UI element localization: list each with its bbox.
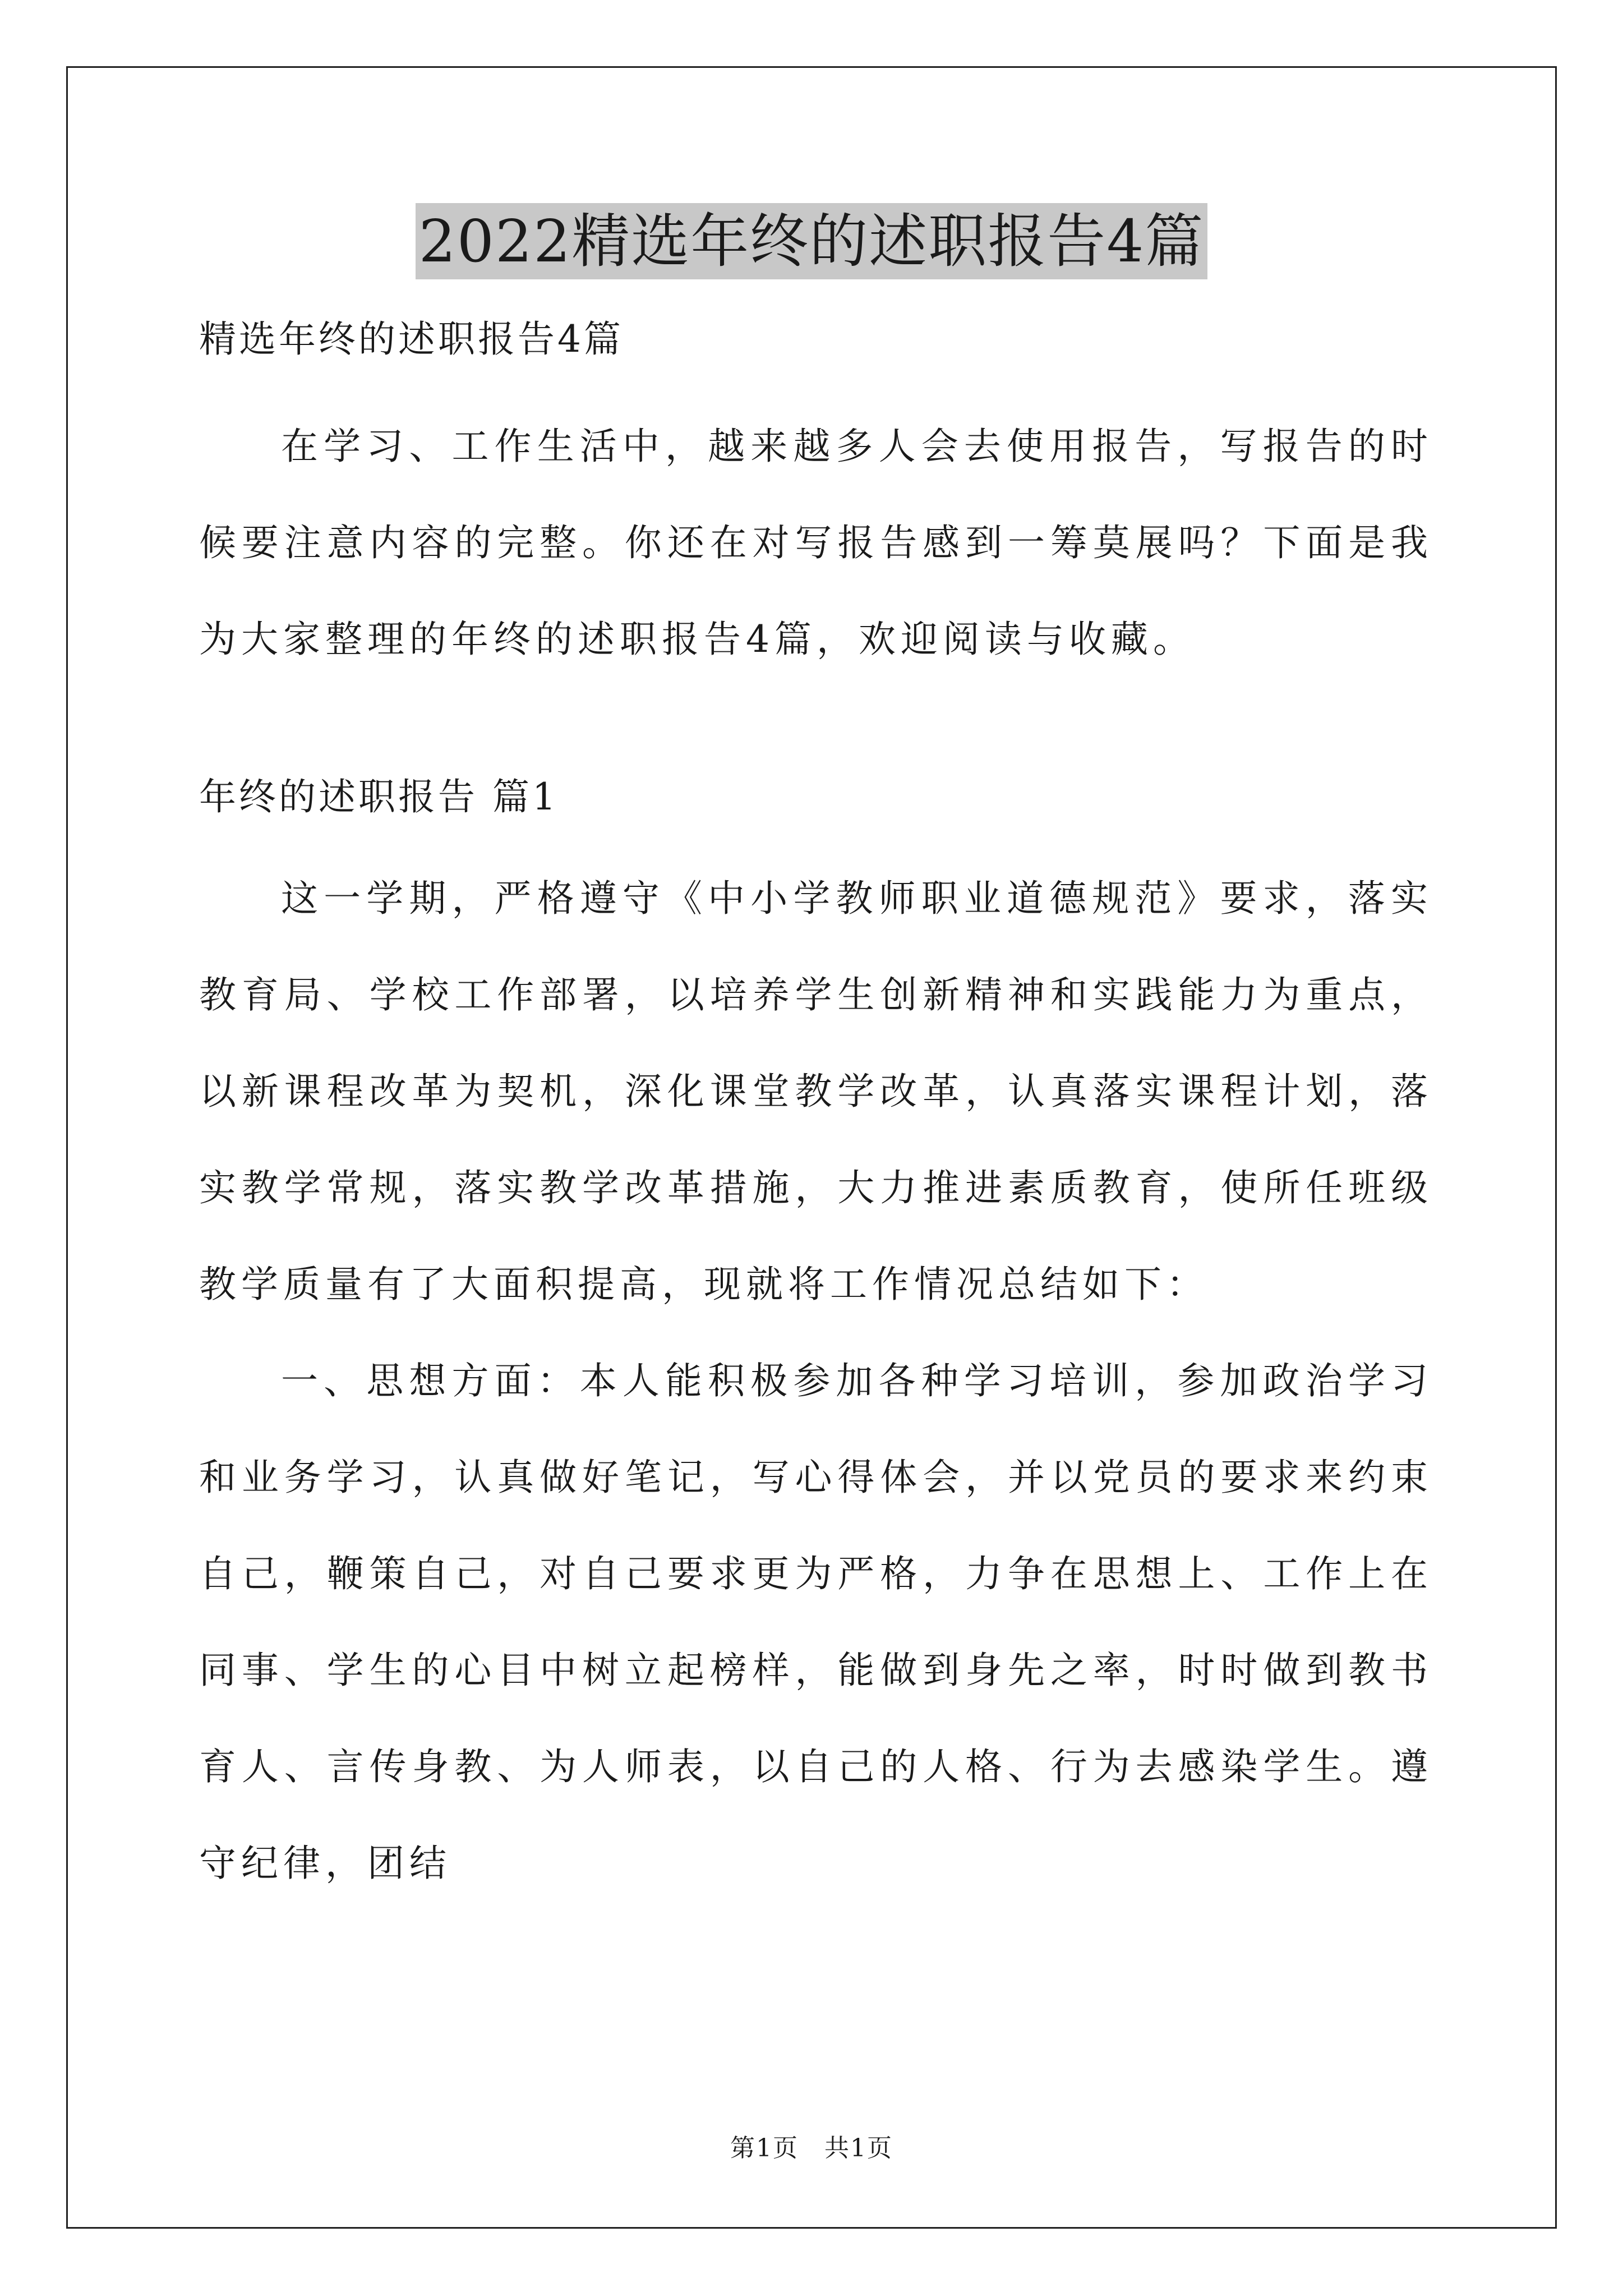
page-footer: 第1页 共1页 (730, 2134, 893, 2162)
document-title: 2022精选年终的述职报告4篇 (416, 203, 1208, 279)
body-paragraph-1: 这一学期，严格遵守《中小学教师职业道德规范》要求，落实教育局、学校工作部署，以培养学生创新精神和实践能力为重点，以新课程改革为契机，深化课堂教学改革，认真落实课程计划，落实教学常规，落实教学改革措施，大力推进素质教育，使所任班级教学质量有了大面积提高，现就将工作情况总结如下： (199, 877, 1433, 1306)
document-subtitle: 精选年终的述职报告4篇 (199, 318, 624, 361)
section-heading: 年终的述职报告 篇1 (199, 775, 559, 818)
section-spacer (199, 688, 1433, 772)
document-body (199, 314, 1433, 1912)
intro-paragraph: 在学习、工作生活中，越来越多人会去使用报告，写报告的时候要注意内容的完整。你还在对写报告感到一筹莫展吗？下面是我为大家整理的年终的述职报告4篇，欢迎阅读与收藏。 (199, 425, 1433, 661)
body-paragraph-2: 一、思想方面：本人能积极参加各种学习培训，参加政治学习和业务学习，认真做好笔记，写心得体会，并以党员的要求来约束自己，鞭策自己，对自己要求更为严格，力争在思想上、工作上在同事、学生的心目中树立起榜样，能做到身先之率，时时做到教书育人、言传身教、为人师表，以自己的人格、行为去感染学生。遵守纪律，团结 (199, 1359, 1433, 1885)
title-container (0, 203, 1623, 279)
